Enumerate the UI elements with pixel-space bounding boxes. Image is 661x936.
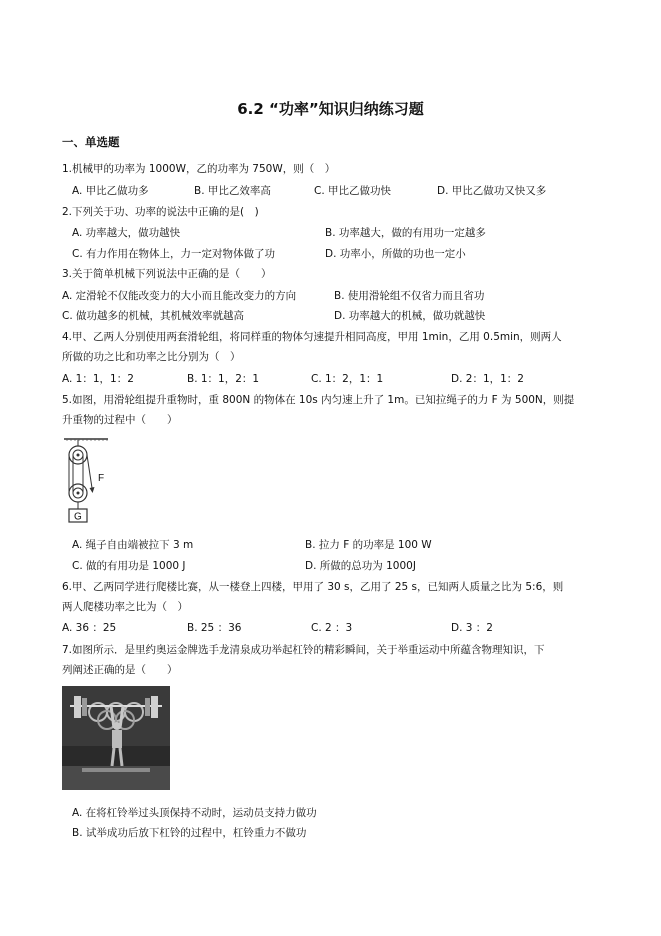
q5-option-b: B. 拉力 F 的功率是 100 W: [305, 539, 432, 551]
weightlifting-photo: [62, 686, 170, 790]
page-title: 6.2 “功率”知识归纳练习题: [237, 100, 424, 118]
q5-stem-line2: 升重物的过程中（ ）: [62, 414, 178, 426]
q3-option-c: C. 做功越多的机械，其机械效率就越高: [62, 310, 245, 322]
q2-stem: 2.下列关于功、功率的说法中正确的是( ): [62, 206, 259, 218]
q2-option-b: B. 功率越大，做的有用功一定越多: [325, 227, 486, 239]
q7-stem-line1: 7.如图所示．是里约奥运金牌选手龙清泉成功举起杠铃的精彩瞬间，关于举重运动中所蕴含物理知识，下: [62, 644, 545, 656]
q6-option-d: D. 3 ：2: [451, 622, 493, 634]
q3-stem: 3.关于简单机械下列说法中正确的是（ ）: [62, 268, 272, 280]
free-rope-end: [87, 455, 92, 488]
section-heading: 一、单选题: [62, 135, 120, 149]
q1-option-a: A. 甲比乙做功多: [72, 185, 149, 197]
q2-option-d: D. 功率小，所做的功也一定小: [325, 248, 466, 260]
q6-option-a: A. 36 ：25: [62, 622, 117, 634]
pulley-diagram: [62, 436, 122, 528]
q3-option-a: A. 定滑轮不仅能改变力的大小而且能改变力的方向: [62, 290, 297, 302]
q4-option-c: C. 1：2，1：1: [311, 373, 384, 385]
q5-option-a: A. 绳子自由端被拉下 3 m: [72, 539, 194, 551]
q6-stem-line2: 两人爬楼功率之比为（ ）: [62, 601, 188, 613]
q4-stem-line1: 4.甲、乙两人分别使用两套滑轮组，将同样重的物体匀速提升相同高度，甲用 1min，乙用 0.5min，则两人: [62, 331, 562, 343]
q6-option-b: B. 25 ：36: [187, 622, 242, 634]
q1-option-c: C. 甲比乙做功快: [314, 185, 392, 197]
force-label: F: [98, 473, 105, 484]
q2-option-a: A. 功率越大，做功越快: [72, 227, 181, 239]
q1-option-b: B. 甲比乙效率高: [194, 185, 271, 197]
q5-option-c: C. 做的有用功是 1000 J: [72, 560, 186, 572]
q4-option-d: D. 2：1，1：2: [451, 373, 524, 385]
q7-option-a: A. 在将杠铃举过头顶保持不动时，运动员支持力做功: [72, 807, 317, 819]
q6-stem-line1: 6.甲、乙两同学进行爬楼比赛，从一楼登上四楼，甲用了 30 s，乙用了 25 s，已知两人质量之比为 5:6，则: [62, 581, 564, 593]
q2-option-c: C. 有力作用在物体上，力一定对物体做了功: [72, 248, 276, 260]
q4-option-b: B. 1：1，2：1: [187, 373, 260, 385]
q4-option-a: A. 1：1，1：2: [62, 373, 134, 385]
arrow-down-icon: [90, 487, 95, 493]
q3-option-d: D. 功率越大的机械，做功就越快: [334, 310, 486, 322]
q7-stem-line2: 列阐述正确的是（ ）: [62, 664, 178, 676]
q1-option-d: D. 甲比乙做功又快又多: [437, 185, 547, 197]
q5-stem-line1: 5.如图，用滑轮组提升重物时，重 800N 的物体在 10s 内匀速上升了 1m。已知拉绳子的力 F 为 500N，则提: [62, 394, 575, 406]
q7-option-b: B. 试举成功后放下杠铃的过程中，杠铃重力不做功: [72, 827, 307, 839]
q1-stem: 1.机械甲的功率为 1000W，乙的功率为 750W，则（ ）: [62, 163, 336, 175]
q5-option-d: D. 所做的总功为 1000J: [305, 560, 416, 572]
q4-stem-line2: 所做的功之比和功率之比分别为（ ）: [62, 351, 241, 363]
q6-option-c: C. 2 ：3: [311, 622, 353, 634]
q3-option-b: B. 使用滑轮组不仅省力而且省功: [334, 290, 485, 302]
weight-label: G: [74, 511, 82, 523]
